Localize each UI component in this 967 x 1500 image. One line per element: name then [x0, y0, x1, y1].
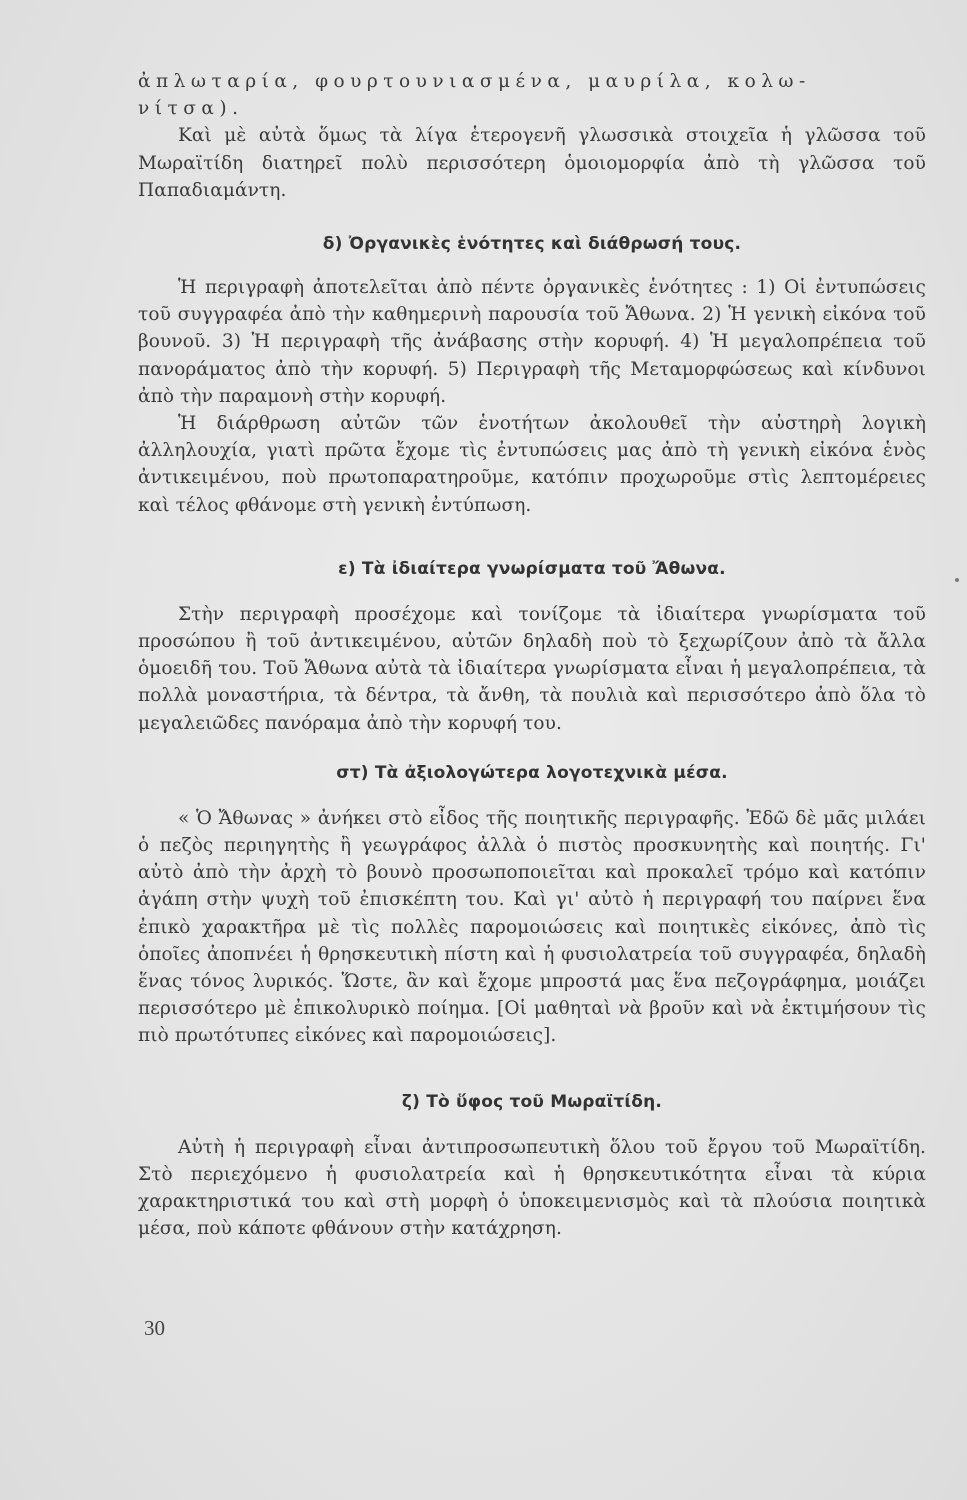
- text-column: [138, 68, 926, 1243]
- spaced-word-line-2: νίτσα).: [138, 98, 244, 120]
- paragraph-units: Ἡ περιγραφὴ ἀποτελεῖται ἀπὸ πέντε ὀργανικὲς ἑνότητες : 1) Οἱ ἐντυπώσεις τοῦ συγγραφέα ἀπὸ τὴν καθημερινὴ παρουσία τοῦ Ἄθωνα. 2) Ἡ γενικὴ εἰκόνα τοῦ βουνοῦ. 3) Ἡ περιγραφὴ τῆς ἀνάβασης στὴν κορυφή. 4) Ἡ μεγαλοπρέπεια τοῦ πανοράματος ἀπὸ τὴν κορυφή. 5) Περιγραφὴ τῆς Μεταμορφώσεως καὶ κίνδυνοι ἀπὸ τὴν παραμονὴ στὴν κορυφή.: [138, 277, 926, 407]
- paragraph-style: Αὐτὴ ἡ περιγραφὴ εἶναι ἀντιπροσωπευτικὴ ὅλου τοῦ ἔργου τοῦ Μωραϊτίδη. Στὸ περιεχόμενο ἡ φυσιολατρεία καὶ ἡ θρησκευτικότητα εἶναι τὰ κύρια χαρακτηριστικά του καὶ στὴ μορφὴ ὁ ὑποκειμενισμὸς καὶ τὰ πλούσια ποιητικὰ μέσα, ποὺ κάποτε φθάνουν στὴν κατάχρηση.: [138, 1136, 926, 1240]
- section-heading-z: ζ) Τὸ ὕφος τοῦ Μωραϊτίδη.: [401, 1091, 663, 1112]
- page-number: 30: [144, 1316, 165, 1340]
- section-heading-d: δ) Ὀργανικὲς ἑνότητες καὶ διάθρωσή τους.: [322, 234, 742, 255]
- spaced-word-line-1: ἀπλωταρία, φουρτουνιασμένα, μαυρίλα, κολω-: [138, 71, 811, 92]
- section-heading-e: ε) Τὰ ἰδιαίτερα γνωρίσματα τοῦ Ἄθωνα.: [338, 558, 726, 579]
- paragraph-morphology: Καὶ μὲ αὐτὰ ὅμως τὰ λίγα ἑτερογενῆ γλωσσικὰ στοιχεῖα ἡ γλῶσσα τοῦ Μωραϊτίδη διατηρεῖ πολὺ περισσότερη ὁμοιομορφία ἀπὸ τὴ γλῶσσα τοῦ Παπαδιαμάντη.: [138, 125, 926, 201]
- paragraph-literary-means: « Ὁ Ἄθωνας » ἀνήκει στὸ εἶδος τῆς ποιητικῆς περιγραφῆς. Ἐδῶ δὲ μᾶς μιλάει ὁ πεζὸς περιηγητὴς ἢ γεωγράφος ἀλλὰ ὁ πιστὸς προσκυνητὴς καὶ ποιητής. Γι' αὐτὸ ἀπὸ τὴν ἀρχὴ τὸ βουνὸ προσωποποιεῖται καὶ προκαλεῖ τρόμο καὶ κατόπιν ἀγάπη στὴν ψυχὴ τοῦ ἐπισκέπτη του. Καὶ γι' αὐτὸ ἡ περιγραφή του παίρνει ἕνα ἐπικὸ χαρακτῆρα μὲ τὶς πολλὲς παρομοιώσεις καὶ ποιητικὲς εἰκόνες, ἀπὸ τὶς ὁποῖες ἀποπνέει ἡ θρησκευτικὴ πίστη καὶ ἡ φυσιολατρεία τοῦ συγγραφέα, δηλαδὴ ἕνας τόνος λυρικός. Ὥστε, ἂν καὶ ἔχομε μπροστά μας ἕνα πεζογράφημα, μοιάζει περισσότερο μὲ ἐπικολυρικὸ ποίημα. [Οἱ μαθηταὶ νὰ βροῦν καὶ νὰ ἐκτιμήσουν τὶς πιὸ πρωτότυπες εἰκόνες καὶ παρομοιώσεις].: [138, 807, 926, 1047]
- section-heading-st: στ) Τὰ ἀξιολογώτερα λογοτεχνικὰ μέσα.: [336, 762, 728, 783]
- paragraph-structure: Ἡ διάρθρωση αὐτῶν τῶν ἑνοτήτων ἀκολουθεῖ τὴν αὐστηρὴ λογικὴ ἀλληλουχία, γιατὶ πρῶτα ἔχομε τὶς ἐντυπώσεις μας ἀπὸ τὴ γενικὴ εἰκόνα ἑνὸς ἀντικειμένου, ποὺ πρωτοπαρατηροῦμε, κατόπιν προχωροῦμε στὶς λεπτομέρειες καὶ τέλος φθάνομε στὴ γενικὴ ἐντύπωση.: [138, 413, 926, 516]
- paragraph-features: Στὴν περιγραφὴ προσέχομε καὶ τονίζομε τὰ ἰδιαίτερα γνωρίσματα τοῦ προσώπου ἢ τοῦ ἀντικειμένου, αὐτῶν δηλαδὴ ποὺ τὸ ξεχωρίζουν ἀπὸ τὰ ἄλλα ὁμοειδῆ του. Τοῦ Ἄθωνα αὐτὰ τὰ ἰδιαίτερα γνωρίσματα εἶναι ἡ μεγαλοπρέπεια, τὰ πολλὰ μοναστήρια, τὰ δέντρα, τὰ ἄνθη, τὰ πουλιὰ καὶ περισσότερο ἀπὸ ὅλα τὸ μεγαλειῶδες πανόραμα ἀπὸ τὴν κορυφή του.: [138, 603, 926, 734]
- margin-speck: [955, 578, 959, 582]
